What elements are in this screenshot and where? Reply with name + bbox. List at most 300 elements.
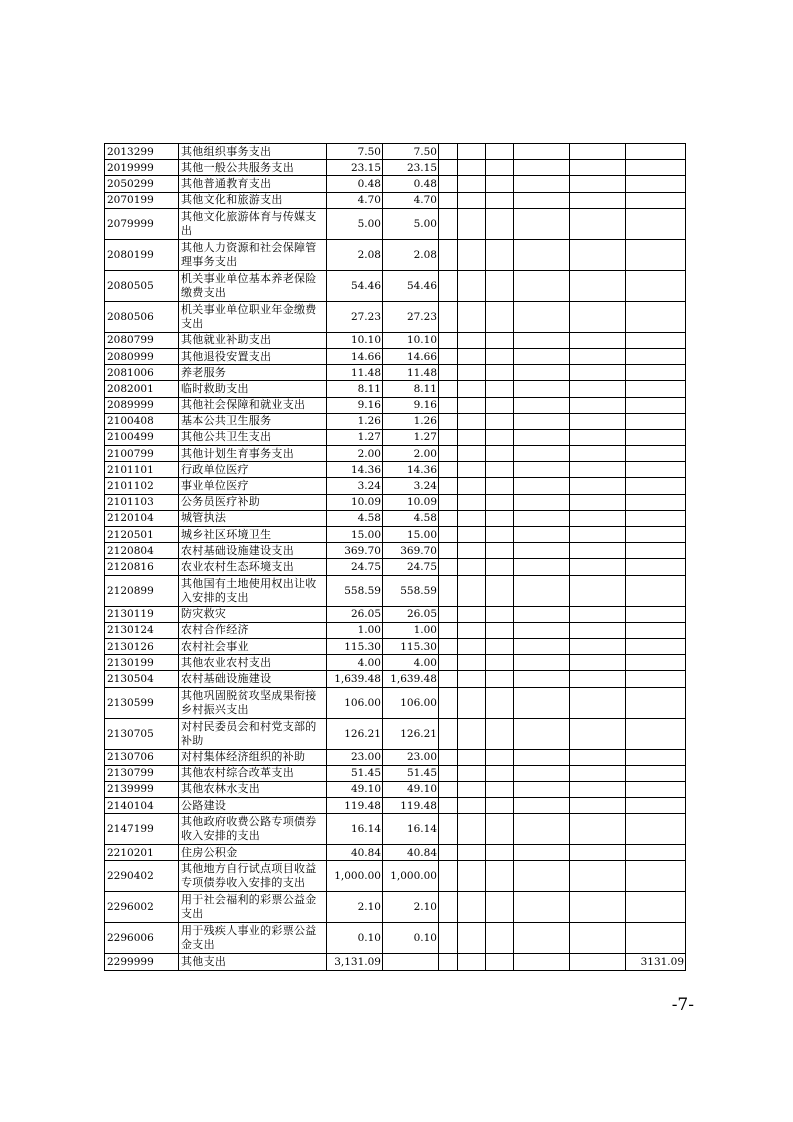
empty-cell	[486, 301, 514, 332]
empty-cell	[570, 781, 626, 797]
code-cell: 2130124	[105, 622, 179, 638]
code-cell: 2296006	[105, 923, 179, 954]
empty-cell	[514, 381, 570, 397]
total-amount-cell: 1.26	[327, 413, 383, 429]
basic-amount-cell: 16.14	[383, 814, 439, 845]
empty-cell	[458, 301, 486, 332]
basic-amount-cell: 10.10	[383, 332, 439, 348]
basic-amount-cell: 1,000.00	[383, 861, 439, 892]
other-amount-cell	[626, 575, 686, 606]
table-row	[105, 332, 686, 348]
total-amount-cell: 3.24	[327, 478, 383, 494]
table-row	[105, 892, 686, 923]
item-name-cell: 住房公积金	[179, 845, 327, 861]
item-name-cell: 其他一般公共服务支出	[179, 160, 327, 176]
code-cell: 2147199	[105, 814, 179, 845]
empty-cell	[570, 494, 626, 510]
empty-cell	[486, 381, 514, 397]
item-name-cell: 其他农村综合改革支出	[179, 765, 327, 781]
other-amount-cell	[626, 622, 686, 638]
code-cell: 2101103	[105, 494, 179, 510]
item-name-cell: 其他政府收费公路专项债券收入安排的支出	[179, 814, 327, 845]
code-cell: 2130119	[105, 606, 179, 622]
empty-cell	[514, 655, 570, 671]
empty-cell	[458, 192, 486, 208]
other-amount-cell	[626, 606, 686, 622]
empty-cell	[514, 718, 570, 749]
empty-cell	[486, 798, 514, 814]
empty-cell	[486, 749, 514, 765]
empty-cell	[570, 861, 626, 892]
code-cell: 2120501	[105, 527, 179, 543]
empty-cell	[486, 348, 514, 364]
empty-cell	[439, 494, 458, 510]
empty-cell	[514, 160, 570, 176]
item-name-cell: 用于社会福利的彩票公益金支出	[179, 892, 327, 923]
empty-cell	[486, 160, 514, 176]
empty-cell	[486, 606, 514, 622]
table-row	[105, 671, 686, 687]
total-amount-cell: 40.84	[327, 845, 383, 861]
empty-cell	[570, 845, 626, 861]
empty-cell	[439, 954, 458, 970]
other-amount-cell	[626, 365, 686, 381]
total-amount-cell: 51.45	[327, 765, 383, 781]
item-name-cell: 其他文化和旅游支出	[179, 192, 327, 208]
empty-cell	[514, 192, 570, 208]
empty-cell	[514, 954, 570, 970]
code-cell: 2130599	[105, 687, 179, 718]
other-amount-cell	[626, 638, 686, 654]
empty-cell	[514, 239, 570, 270]
item-name-cell: 农村基础设施建设支出	[179, 543, 327, 559]
total-amount-cell: 119.48	[327, 798, 383, 814]
total-amount-cell: 23.15	[327, 160, 383, 176]
code-cell: 2130706	[105, 749, 179, 765]
empty-cell	[439, 413, 458, 429]
empty-cell	[514, 892, 570, 923]
empty-cell	[486, 543, 514, 559]
other-amount-cell	[626, 208, 686, 239]
empty-cell	[458, 462, 486, 478]
empty-cell	[486, 655, 514, 671]
basic-amount-cell: 15.00	[383, 527, 439, 543]
item-name-cell: 其他公共卫生支出	[179, 429, 327, 445]
other-amount-cell	[626, 381, 686, 397]
empty-cell	[439, 348, 458, 364]
empty-cell	[486, 861, 514, 892]
table-row	[105, 543, 686, 559]
empty-cell	[486, 413, 514, 429]
item-name-cell: 其他退役安置支出	[179, 348, 327, 364]
basic-amount-cell: 9.16	[383, 397, 439, 413]
other-amount-cell	[626, 348, 686, 364]
table-row	[105, 575, 686, 606]
empty-cell	[439, 718, 458, 749]
empty-cell	[458, 446, 486, 462]
empty-cell	[486, 332, 514, 348]
empty-cell	[570, 892, 626, 923]
empty-cell	[570, 606, 626, 622]
empty-cell	[486, 622, 514, 638]
empty-cell	[514, 527, 570, 543]
empty-cell	[458, 892, 486, 923]
empty-cell	[514, 270, 570, 301]
empty-cell	[486, 239, 514, 270]
empty-cell	[458, 606, 486, 622]
code-cell: 2290402	[105, 861, 179, 892]
empty-cell	[439, 781, 458, 797]
empty-cell	[514, 923, 570, 954]
empty-cell	[570, 510, 626, 526]
empty-cell	[439, 301, 458, 332]
empty-cell	[458, 348, 486, 364]
empty-cell	[514, 144, 570, 160]
other-amount-cell	[626, 446, 686, 462]
other-amount-cell	[626, 239, 686, 270]
item-name-cell: 公务员医疗补助	[179, 494, 327, 510]
empty-cell	[486, 446, 514, 462]
empty-cell	[570, 160, 626, 176]
basic-amount-cell: 126.21	[383, 718, 439, 749]
basic-amount-cell: 7.50	[383, 144, 439, 160]
empty-cell	[486, 527, 514, 543]
table-row	[105, 861, 686, 892]
item-name-cell: 其他文化旅游体育与传媒支出	[179, 208, 327, 239]
empty-cell	[486, 765, 514, 781]
basic-amount-cell: 1.00	[383, 622, 439, 638]
item-name-cell: 养老服务	[179, 365, 327, 381]
other-amount-cell	[626, 429, 686, 445]
empty-cell	[439, 192, 458, 208]
total-amount-cell: 49.10	[327, 781, 383, 797]
empty-cell	[439, 429, 458, 445]
empty-cell	[439, 446, 458, 462]
empty-cell	[514, 845, 570, 861]
total-amount-cell: 2.10	[327, 892, 383, 923]
empty-cell	[439, 332, 458, 348]
empty-cell	[439, 160, 458, 176]
total-amount-cell: 54.46	[327, 270, 383, 301]
empty-cell	[439, 239, 458, 270]
empty-cell	[570, 462, 626, 478]
other-amount-cell	[626, 892, 686, 923]
empty-cell	[514, 543, 570, 559]
empty-cell	[439, 687, 458, 718]
empty-cell	[514, 348, 570, 364]
total-amount-cell: 10.09	[327, 494, 383, 510]
table-row	[105, 749, 686, 765]
empty-cell	[514, 301, 570, 332]
total-amount-cell: 24.75	[327, 559, 383, 575]
total-amount-cell: 5.00	[327, 208, 383, 239]
empty-cell	[439, 923, 458, 954]
empty-cell	[570, 923, 626, 954]
basic-amount-cell: 3.24	[383, 478, 439, 494]
code-cell: 2081006	[105, 365, 179, 381]
item-name-cell: 行政单位医疗	[179, 462, 327, 478]
total-amount-cell: 7.50	[327, 144, 383, 160]
empty-cell	[514, 332, 570, 348]
code-cell: 2080799	[105, 332, 179, 348]
basic-amount-cell: 1.26	[383, 413, 439, 429]
item-name-cell: 农村基础设施建设	[179, 671, 327, 687]
total-amount-cell: 2.00	[327, 446, 383, 462]
basic-amount-cell: 1,639.48	[383, 671, 439, 687]
empty-cell	[439, 638, 458, 654]
empty-cell	[514, 781, 570, 797]
empty-cell	[458, 478, 486, 494]
empty-cell	[458, 671, 486, 687]
item-name-cell: 事业单位医疗	[179, 478, 327, 494]
empty-cell	[570, 446, 626, 462]
empty-cell	[570, 954, 626, 970]
basic-amount-cell: 54.46	[383, 270, 439, 301]
table-row	[105, 429, 686, 445]
total-amount-cell: 16.14	[327, 814, 383, 845]
empty-cell	[458, 687, 486, 718]
code-cell: 2100799	[105, 446, 179, 462]
code-cell: 2130126	[105, 638, 179, 654]
item-name-cell: 其他农业农村支出	[179, 655, 327, 671]
other-amount-cell	[626, 478, 686, 494]
empty-cell	[514, 176, 570, 192]
empty-cell	[458, 413, 486, 429]
empty-cell	[486, 270, 514, 301]
empty-cell	[439, 381, 458, 397]
table-row	[105, 462, 686, 478]
table-row	[105, 239, 686, 270]
table-row	[105, 638, 686, 654]
code-cell: 2296002	[105, 892, 179, 923]
basic-amount-cell: 2.10	[383, 892, 439, 923]
empty-cell	[570, 814, 626, 845]
code-cell: 2050299	[105, 176, 179, 192]
empty-cell	[458, 718, 486, 749]
empty-cell	[439, 798, 458, 814]
item-name-cell: 其他普通教育支出	[179, 176, 327, 192]
item-name-cell: 其他农林水支出	[179, 781, 327, 797]
empty-cell	[514, 446, 570, 462]
total-amount-cell: 3,131.09	[327, 954, 383, 970]
empty-cell	[458, 510, 486, 526]
table-row	[105, 527, 686, 543]
other-amount-cell	[626, 687, 686, 718]
basic-amount-cell: 2.00	[383, 446, 439, 462]
table-row	[105, 381, 686, 397]
empty-cell	[439, 176, 458, 192]
code-cell: 2120899	[105, 575, 179, 606]
item-name-cell: 用于残疾人事业的彩票公益金支出	[179, 923, 327, 954]
table-row	[105, 622, 686, 638]
total-amount-cell: 9.16	[327, 397, 383, 413]
basic-amount-cell: 40.84	[383, 845, 439, 861]
total-amount-cell: 10.10	[327, 332, 383, 348]
table-row	[105, 208, 686, 239]
total-amount-cell: 8.11	[327, 381, 383, 397]
empty-cell	[514, 397, 570, 413]
empty-cell	[486, 559, 514, 575]
item-name-cell: 其他人力资源和社会保障管理事务支出	[179, 239, 327, 270]
empty-cell	[514, 861, 570, 892]
code-cell: 2130504	[105, 671, 179, 687]
empty-cell	[514, 798, 570, 814]
item-name-cell: 其他就业补助支出	[179, 332, 327, 348]
empty-cell	[439, 365, 458, 381]
code-cell: 2140104	[105, 798, 179, 814]
item-name-cell: 其他支出	[179, 954, 327, 970]
code-cell: 2130799	[105, 765, 179, 781]
other-amount-cell	[626, 176, 686, 192]
empty-cell	[458, 144, 486, 160]
expenditure-table	[104, 143, 686, 971]
item-name-cell: 其他社会保障和就业支出	[179, 397, 327, 413]
other-amount-cell: 3131.09	[626, 954, 686, 970]
empty-cell	[458, 559, 486, 575]
item-name-cell: 农业农村生态环境支出	[179, 559, 327, 575]
table-row	[105, 494, 686, 510]
empty-cell	[570, 765, 626, 781]
basic-amount-cell: 2.08	[383, 239, 439, 270]
table-row	[105, 687, 686, 718]
empty-cell	[514, 687, 570, 718]
basic-amount-cell	[383, 954, 439, 970]
empty-cell	[439, 749, 458, 765]
table-row	[105, 478, 686, 494]
table-row	[105, 365, 686, 381]
total-amount-cell: 0.48	[327, 176, 383, 192]
empty-cell	[458, 798, 486, 814]
item-name-cell: 农村合作经济	[179, 622, 327, 638]
empty-cell	[514, 208, 570, 239]
basic-amount-cell: 4.70	[383, 192, 439, 208]
table-row	[105, 510, 686, 526]
empty-cell	[458, 494, 486, 510]
empty-cell	[458, 332, 486, 348]
empty-cell	[570, 348, 626, 364]
empty-cell	[486, 176, 514, 192]
total-amount-cell: 0.10	[327, 923, 383, 954]
total-amount-cell: 1.00	[327, 622, 383, 638]
empty-cell	[458, 765, 486, 781]
code-cell: 2299999	[105, 954, 179, 970]
table-row	[105, 923, 686, 954]
empty-cell	[458, 381, 486, 397]
basic-amount-cell: 14.36	[383, 462, 439, 478]
other-amount-cell	[626, 718, 686, 749]
table-row	[105, 348, 686, 364]
empty-cell	[486, 429, 514, 445]
empty-cell	[439, 765, 458, 781]
empty-cell	[570, 413, 626, 429]
empty-cell	[439, 814, 458, 845]
empty-cell	[570, 381, 626, 397]
empty-cell	[514, 365, 570, 381]
total-amount-cell: 27.23	[327, 301, 383, 332]
code-cell: 2070199	[105, 192, 179, 208]
empty-cell	[486, 365, 514, 381]
empty-cell	[514, 462, 570, 478]
empty-cell	[570, 671, 626, 687]
empty-cell	[486, 718, 514, 749]
basic-amount-cell: 4.00	[383, 655, 439, 671]
total-amount-cell: 558.59	[327, 575, 383, 606]
empty-cell	[458, 176, 486, 192]
total-amount-cell: 2.08	[327, 239, 383, 270]
other-amount-cell	[626, 655, 686, 671]
empty-cell	[570, 144, 626, 160]
empty-cell	[458, 749, 486, 765]
item-name-cell: 机关事业单位基本养老保险缴费支出	[179, 270, 327, 301]
table-row	[105, 397, 686, 413]
basic-amount-cell: 1.27	[383, 429, 439, 445]
empty-cell	[458, 861, 486, 892]
total-amount-cell: 106.00	[327, 687, 383, 718]
empty-cell	[486, 671, 514, 687]
table-row	[105, 781, 686, 797]
total-amount-cell: 126.21	[327, 718, 383, 749]
code-cell: 2120804	[105, 543, 179, 559]
empty-cell	[570, 687, 626, 718]
code-cell: 2019999	[105, 160, 179, 176]
empty-cell	[486, 638, 514, 654]
empty-cell	[439, 510, 458, 526]
code-cell: 2013299	[105, 144, 179, 160]
code-cell: 2210201	[105, 845, 179, 861]
empty-cell	[458, 954, 486, 970]
code-cell: 2130705	[105, 718, 179, 749]
item-name-cell: 其他国有土地使用权出让收入安排的支出	[179, 575, 327, 606]
empty-cell	[439, 527, 458, 543]
table-row	[105, 446, 686, 462]
empty-cell	[458, 781, 486, 797]
empty-cell	[486, 923, 514, 954]
empty-cell	[486, 575, 514, 606]
table-row	[105, 798, 686, 814]
total-amount-cell: 14.66	[327, 348, 383, 364]
total-amount-cell: 369.70	[327, 543, 383, 559]
empty-cell	[514, 510, 570, 526]
basic-amount-cell: 106.00	[383, 687, 439, 718]
empty-cell	[570, 798, 626, 814]
empty-cell	[514, 671, 570, 687]
item-name-cell: 其他巩固脱贫攻坚成果衔接乡村振兴支出	[179, 687, 327, 718]
other-amount-cell	[626, 671, 686, 687]
code-cell: 2101101	[105, 462, 179, 478]
empty-cell	[486, 192, 514, 208]
empty-cell	[458, 655, 486, 671]
empty-cell	[514, 575, 570, 606]
empty-cell	[486, 397, 514, 413]
empty-cell	[486, 208, 514, 239]
item-name-cell: 其他计划生育事务支出	[179, 446, 327, 462]
page-number: -7-	[671, 995, 694, 1015]
empty-cell	[439, 845, 458, 861]
other-amount-cell	[626, 397, 686, 413]
empty-cell	[486, 845, 514, 861]
item-name-cell: 机关事业单位职业年金缴费支出	[179, 301, 327, 332]
empty-cell	[514, 413, 570, 429]
empty-cell	[458, 543, 486, 559]
empty-cell	[570, 638, 626, 654]
other-amount-cell	[626, 781, 686, 797]
table-row	[105, 176, 686, 192]
code-cell: 2130199	[105, 655, 179, 671]
code-cell: 2089999	[105, 397, 179, 413]
empty-cell	[514, 622, 570, 638]
empty-cell	[486, 144, 514, 160]
empty-cell	[570, 478, 626, 494]
